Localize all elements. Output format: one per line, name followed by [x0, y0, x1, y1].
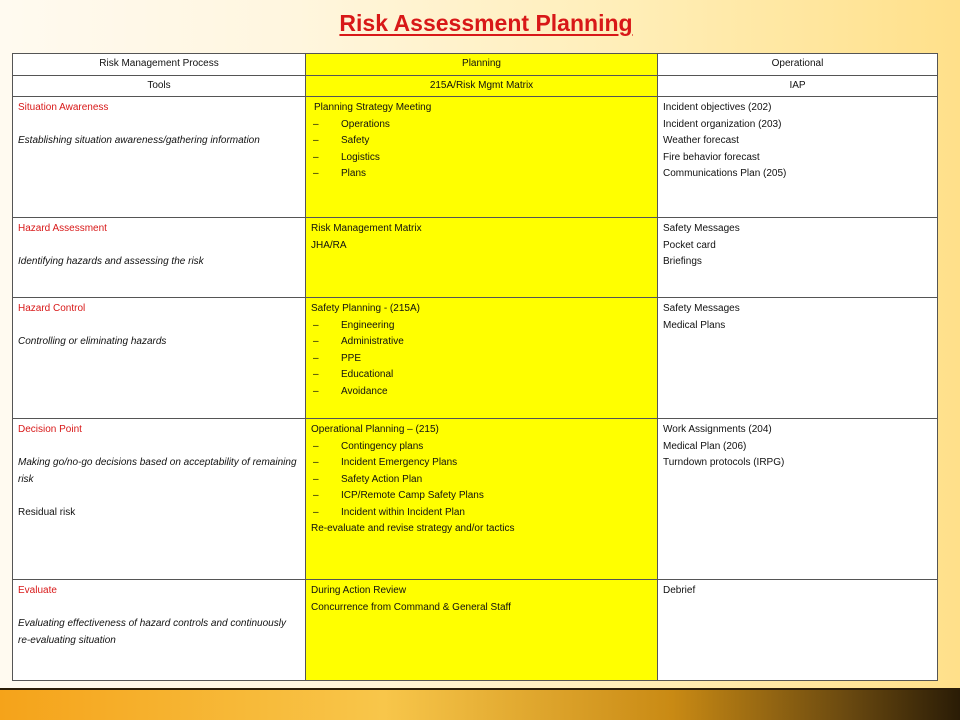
process-description: Establishing situation awareness/gathering information: [18, 135, 260, 146]
list-item: – Avoidance: [311, 384, 652, 401]
list-item: Turndown protocols (IRPG): [663, 457, 785, 468]
process-note: Residual risk: [18, 506, 76, 518]
list-item: – PPE: [311, 351, 652, 368]
planning-title: During Action Review: [311, 585, 407, 596]
list-item: Weather forecast: [663, 135, 739, 146]
process-cell: [13, 419, 306, 580]
list-item: – Administrative: [311, 334, 652, 351]
planning-cell: [306, 298, 658, 419]
planning-cell: [306, 580, 658, 681]
planning-footer: Re-evaluate and revise strategy and/or tactics: [311, 523, 515, 534]
table-row: [13, 218, 938, 298]
planning-title: Planning Strategy Meeting: [314, 102, 432, 113]
dash-marker: –: [313, 369, 319, 380]
process-heading: Evaluate: [18, 585, 57, 596]
dash-marker: –: [313, 473, 319, 485]
process-cell: [13, 97, 306, 218]
dash-marker: –: [313, 118, 319, 130]
dash-marker: –: [313, 319, 319, 331]
process-heading: Situation Awareness: [18, 102, 109, 113]
process-cell: [13, 218, 306, 298]
table-row: [13, 298, 938, 419]
dash-marker: –: [313, 135, 319, 146]
list-item: Safety Messages: [663, 223, 740, 234]
process-description: Making go/no-go decisions based on acceptability of remaining risk: [18, 457, 297, 485]
dash-marker: –: [313, 385, 319, 397]
planning-cell: [306, 419, 658, 580]
operational-cell: [658, 298, 938, 419]
operational-cell: [658, 419, 938, 580]
risk-table: [12, 53, 938, 681]
list-item: Debrief: [663, 585, 696, 596]
tools-row: [13, 75, 938, 97]
dash-marker: –: [313, 457, 319, 468]
process-cell: [13, 298, 306, 419]
dash-marker: –: [313, 336, 319, 347]
tools-planning: 215A/Risk Mgmt Matrix: [306, 75, 658, 97]
header-row: [13, 54, 938, 76]
list-item: – Operations: [311, 117, 652, 134]
header-planning: Planning: [306, 54, 658, 76]
list-item: Briefings: [663, 256, 702, 267]
list-item: – Plans: [311, 166, 652, 183]
planning-cell: [306, 97, 658, 218]
planning-title: Risk Management Matrix: [311, 223, 422, 234]
process-description: Identifying hazards and assessing the risk: [18, 256, 204, 267]
planning-extra: JHA/RA: [311, 239, 347, 251]
list-item: – Safety Action Plan: [311, 472, 652, 489]
table-row: [13, 419, 938, 580]
list-item: – Educational: [311, 367, 652, 384]
list-item: Safety Messages: [663, 303, 740, 314]
list-item: Incident objectives (202): [663, 102, 772, 113]
dash-marker: –: [313, 151, 319, 163]
dash-marker: –: [313, 490, 319, 501]
planning-title: Operational Planning – (215): [311, 424, 439, 435]
list-item: – Incident within Incident Plan: [311, 505, 652, 522]
list-item: Medical Plan (206): [663, 440, 747, 452]
table-row: [13, 580, 938, 681]
list-item: Medical Plans: [663, 319, 726, 331]
planning-title: Safety Planning - (215A): [311, 303, 420, 314]
process-description: Evaluating effectiveness of hazard controls and continuously re-evaluating situation: [18, 618, 286, 646]
list-item: – Incident Emergency Plans: [311, 455, 652, 472]
process-description: Controlling or eliminating hazards: [18, 336, 167, 347]
dash-marker: –: [313, 352, 319, 364]
list-item: Pocket card: [663, 239, 716, 251]
footer-band: [0, 690, 960, 720]
list-item: Fire behavior forecast: [663, 151, 760, 163]
tools-label: Tools: [13, 75, 306, 97]
dash-marker: –: [313, 440, 319, 452]
dash-marker: –: [313, 506, 319, 518]
operational-cell: [658, 218, 938, 298]
list-item: – Contingency plans: [311, 439, 652, 456]
list-item: – Logistics: [311, 150, 652, 167]
process-heading: Decision Point: [18, 424, 82, 435]
table-row: [13, 97, 938, 218]
dash-marker: –: [313, 168, 319, 179]
operational-cell: [658, 97, 938, 218]
list-item: – ICP/Remote Camp Safety Plans: [311, 488, 652, 505]
tools-operational: IAP: [658, 75, 938, 97]
list-item: Incident organization (203): [663, 118, 782, 130]
process-heading: Hazard Assessment: [18, 223, 107, 234]
header-operational: Operational: [658, 54, 938, 76]
planning-extra: Concurrence from Command & General Staff: [311, 601, 511, 613]
process-cell: [13, 580, 306, 681]
header-process: Risk Management Process: [13, 54, 306, 76]
planning-cell: [306, 218, 658, 298]
process-heading: Hazard Control: [18, 303, 86, 314]
list-item: Work Assignments (204): [663, 424, 772, 435]
list-item: – Engineering: [311, 318, 652, 335]
list-item: Communications Plan (205): [663, 168, 787, 179]
operational-cell: [658, 580, 938, 681]
page-title: Risk Assessment Planning: [339, 10, 633, 36]
list-item: – Safety: [311, 133, 652, 150]
